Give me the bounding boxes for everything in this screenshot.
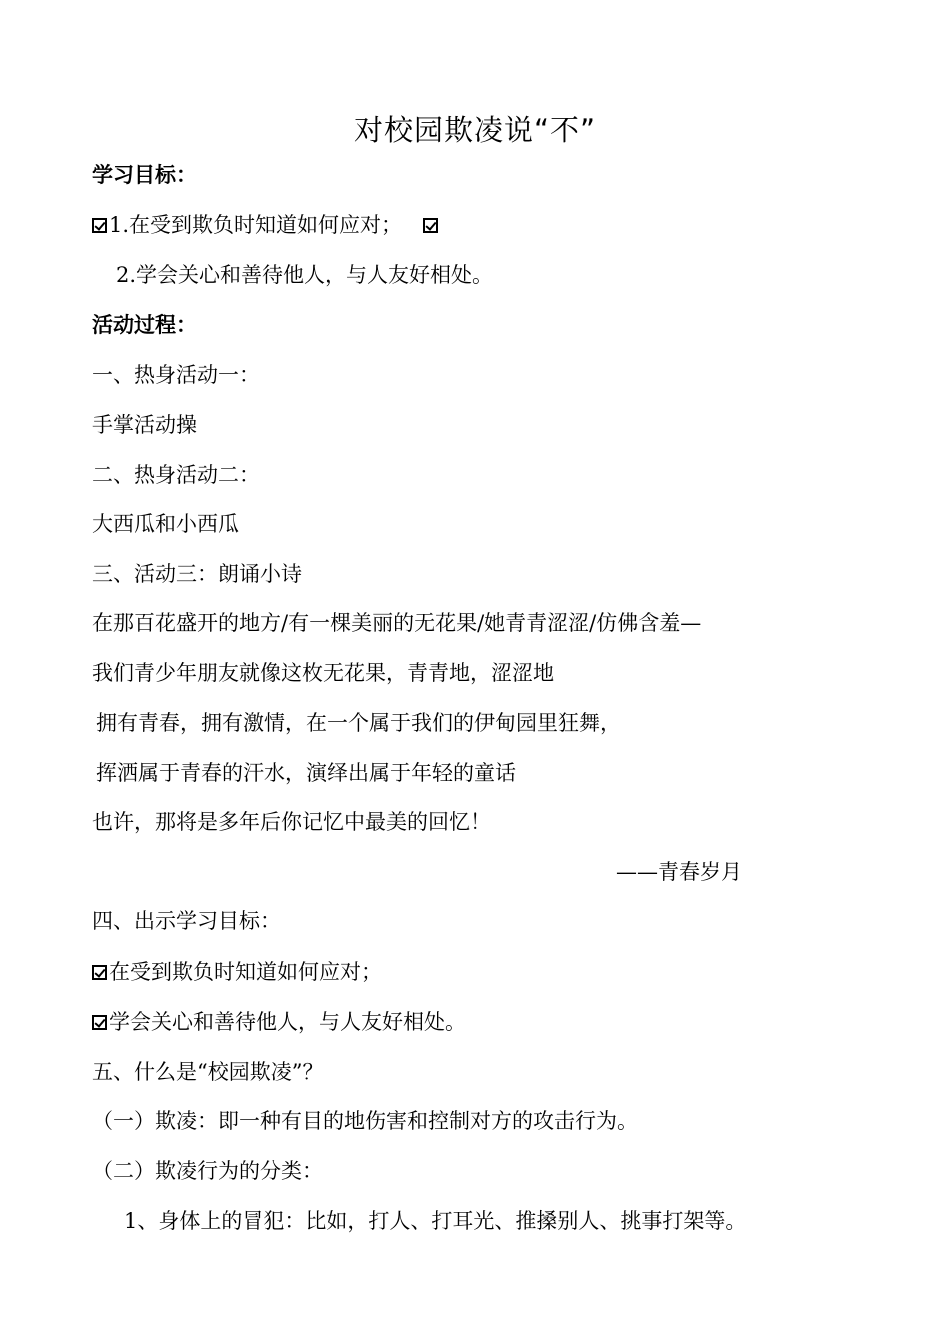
section-2-content: 大西瓜和小西瓜 <box>92 512 239 536</box>
poem-line: 也许，那将是多年后你记忆中最美的回忆！ <box>92 810 491 834</box>
checkbox-icon <box>92 1015 107 1030</box>
section-3-title: 三、活动三：朗诵小诗 <box>92 562 302 586</box>
goal-line-1 <box>92 210 440 240</box>
document-title: 对校园欺凌说“不” <box>353 113 597 147</box>
section-5-item-1: 1、身体上的冒犯：比如，打人、打耳光、推搡别人、挑事打架等。 <box>124 1209 747 1233</box>
process-heading: 活动过程： <box>92 313 197 337</box>
section-4-title: 四、出示学习目标： <box>92 909 281 933</box>
section-4-goal-2-text: 学会关心和善待他人，与人友好相处。 <box>109 1010 466 1034</box>
section-1-title: 一、热身活动一： <box>92 363 260 387</box>
poem-source: ——青春岁月 <box>616 860 742 884</box>
checkbox-icon <box>92 218 107 233</box>
section-5-title: 五、什么是“校园欺凌”？ <box>92 1060 324 1084</box>
goals-heading: 学习目标： <box>92 163 197 187</box>
goal-line-2: 2.学会关心和善待他人，与人友好相处。 <box>116 263 494 287</box>
poem-line: 在那百花盛开的地方/有一棵美丽的无花果/她青青涩涩/仿佛含羞— <box>92 611 702 635</box>
section-5-definition: （一）欺凌：即一种有目的地伤害和控制对方的攻击行为。 <box>92 1109 638 1133</box>
section-4-goal-2 <box>92 1007 466 1037</box>
section-4-goal-1-text: 在受到欺负时知道如何应对； <box>109 960 382 984</box>
goal-1-text: 1.在受到欺负时知道如何应对； <box>109 213 403 237</box>
checkbox-icon <box>92 965 107 980</box>
poem-line: 我们青少年朋友就像这枚无花果，青青地，涩涩地 <box>92 661 554 685</box>
section-5-classification: （二）欺凌行为的分类： <box>92 1159 323 1183</box>
section-2-title: 二、热身活动二： <box>92 463 260 487</box>
checkbox-icon <box>423 218 438 233</box>
poem-line: 挥洒属于青春的汗水，演绎出属于年轻的童话 <box>96 761 516 785</box>
section-4-goal-1 <box>92 957 382 987</box>
section-1-content: 手掌活动操 <box>92 413 197 437</box>
poem-line: 拥有青春，拥有激情，在一个属于我们的伊甸园里狂舞， <box>96 711 621 735</box>
